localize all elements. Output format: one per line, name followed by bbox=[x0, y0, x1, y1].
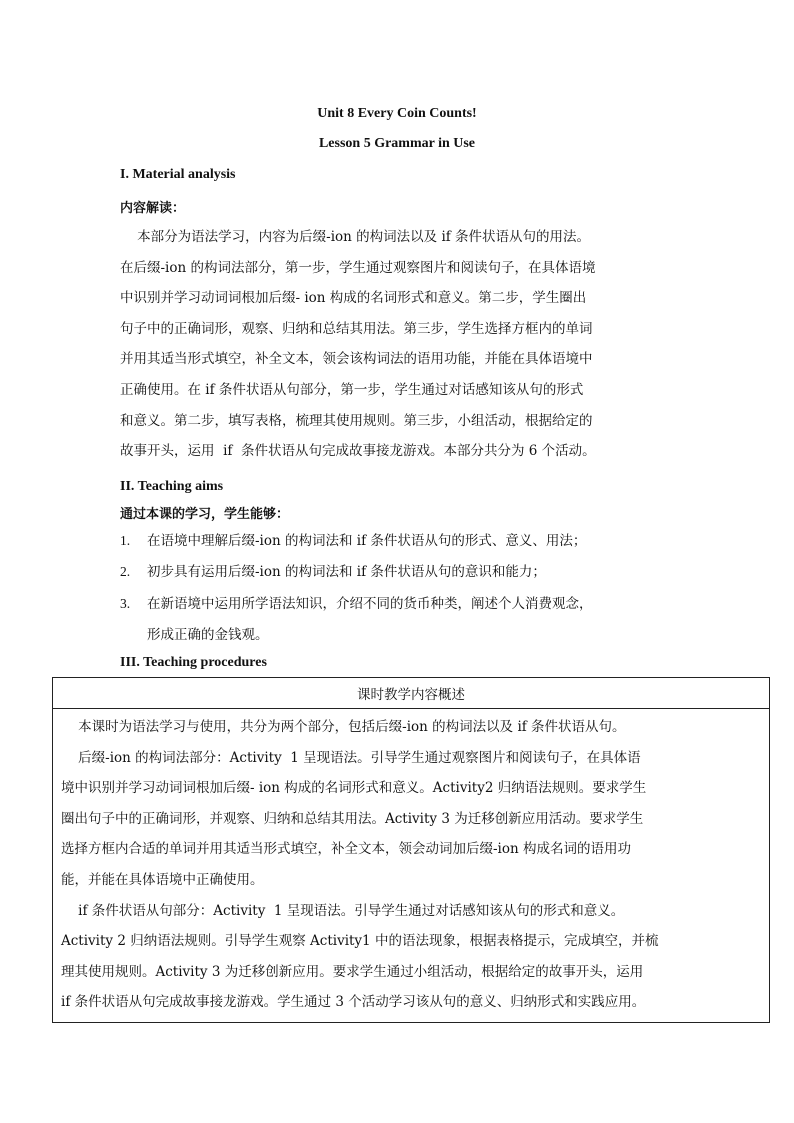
table-line: if 条件状语从句部分：Activity 1 呈现语法。引导学生通过对话感知该从句的形式和意义。 bbox=[61, 902, 625, 919]
paragraph-line: 故事开头，运用 if 条件状语从句完成故事接龙游戏。本部分共分为 6 个活动。 bbox=[120, 443, 596, 460]
table-line: 理其使用规则。Activity 3 为迁移创新应用。要求学生通过小组活动，根据给定的故事开头，运用 bbox=[61, 963, 644, 980]
procedures-table-body bbox=[53, 709, 770, 1023]
aim-number: 2. bbox=[120, 564, 131, 579]
aim-number: 3. bbox=[120, 596, 131, 611]
paragraph-line: 句子中的正确词形，观察、归纳和总结其用法。第三步，学生选择方框内的单词 bbox=[120, 320, 593, 337]
section-subheading-aims-intro: 通过本课的学习，学生能够： bbox=[120, 507, 290, 522]
section-heading-material-analysis: I. Material analysis bbox=[120, 167, 236, 182]
paragraph-line: 正确使用。在 if 条件状语从句部分，第一步，学生通过对话感知该从句的形式 bbox=[120, 381, 584, 398]
paragraph-line: 在后缀-ion 的构词法部分，第一步，学生通过观察图片和阅读句子，在具体语境 bbox=[120, 259, 596, 276]
paragraph-line: 中识别并学习动词词根加后缀- ion 构成的名词形式和意义。第二步，学生圈出 bbox=[120, 290, 587, 307]
material-analysis-paragraph bbox=[120, 222, 680, 467]
paragraph-line: 并用其适当形式填空，补全文本，领会该构词法的语用功能，并能在具体语境中 bbox=[120, 351, 593, 368]
aim-text: 在新语境中运用所学语法知识，介绍不同的货币种类，阐述个人消费观念， bbox=[147, 596, 593, 612]
table-line: Activity 2 归纳语法规则。引导学生观察 Activity1 中的语法现象，根据表格提示，完成填空，并梳 bbox=[61, 933, 659, 950]
aim-text: 初步具有运用后缀-ion 的构词法和 if 条件状语从句的意识和能力； bbox=[147, 564, 546, 580]
paragraph-line: 和意义。第二步，填写表格，梳理其使用规则。第三步，小组活动，根据给定的 bbox=[120, 412, 593, 429]
table-line: 圈出句子中的正确词形，并观察、归纳和总结其用法。Activity 3 为迁移创新应用活动。要求学生 bbox=[61, 810, 644, 827]
aim-item bbox=[120, 592, 593, 612]
table-line: 后缀-ion 的构词法部分：Activity 1 呈现语法。引导学生通过观察图片和阅读句子，在具体语 bbox=[61, 749, 641, 766]
table-line: 境中识别并学习动词词根加后缀- ion 构成的名词形式和意义。Activity2 归纳语法规则。要求学生 bbox=[61, 780, 647, 797]
table-line: 本课时为语法学习与使用，共分为两个部分，包括后缀-ion 的构词法以及 if 条件状语从句。 bbox=[61, 719, 626, 735]
table-line: 选择方框内合适的单词并用其适当形式填空，补全文本，领会动词加后缀-ion 构成名词的语用功 bbox=[61, 841, 631, 858]
section-heading-teaching-aims: II. Teaching aims bbox=[120, 479, 224, 494]
aim-text: 在语境中理解后缀-ion 的构词法和 if 条件状语从句的形式、意义、用法； bbox=[147, 533, 587, 549]
unit-title: Unit 8 Every Coin Counts! bbox=[317, 106, 477, 121]
procedures-table-header: 课时教学内容概述 bbox=[53, 678, 770, 709]
section-subheading-content: 内容解读： bbox=[120, 201, 186, 216]
aim-number: 1. bbox=[120, 533, 131, 548]
aim-item bbox=[120, 529, 586, 549]
table-line: if 条件状语从句完成故事接龙游戏。学生通过 3 个活动学习该从句的意义、归纳形式和实践应用。 bbox=[61, 994, 646, 1011]
aim-item bbox=[120, 560, 546, 580]
procedures-table bbox=[52, 677, 770, 1023]
paragraph-line: 本部分为语法学习，内容为后缀-ion 的构词法以及 if 条件状语从句的用法。 bbox=[120, 229, 591, 245]
lesson-title: Lesson 5 Grammar in Use bbox=[318, 136, 476, 151]
aim-continuation: 形成正确的金钱观。 bbox=[147, 627, 269, 643]
table-line: 能，并能在具体语境中正确使用。 bbox=[61, 871, 264, 888]
section-heading-teaching-procedures: III. Teaching procedures bbox=[120, 655, 267, 670]
